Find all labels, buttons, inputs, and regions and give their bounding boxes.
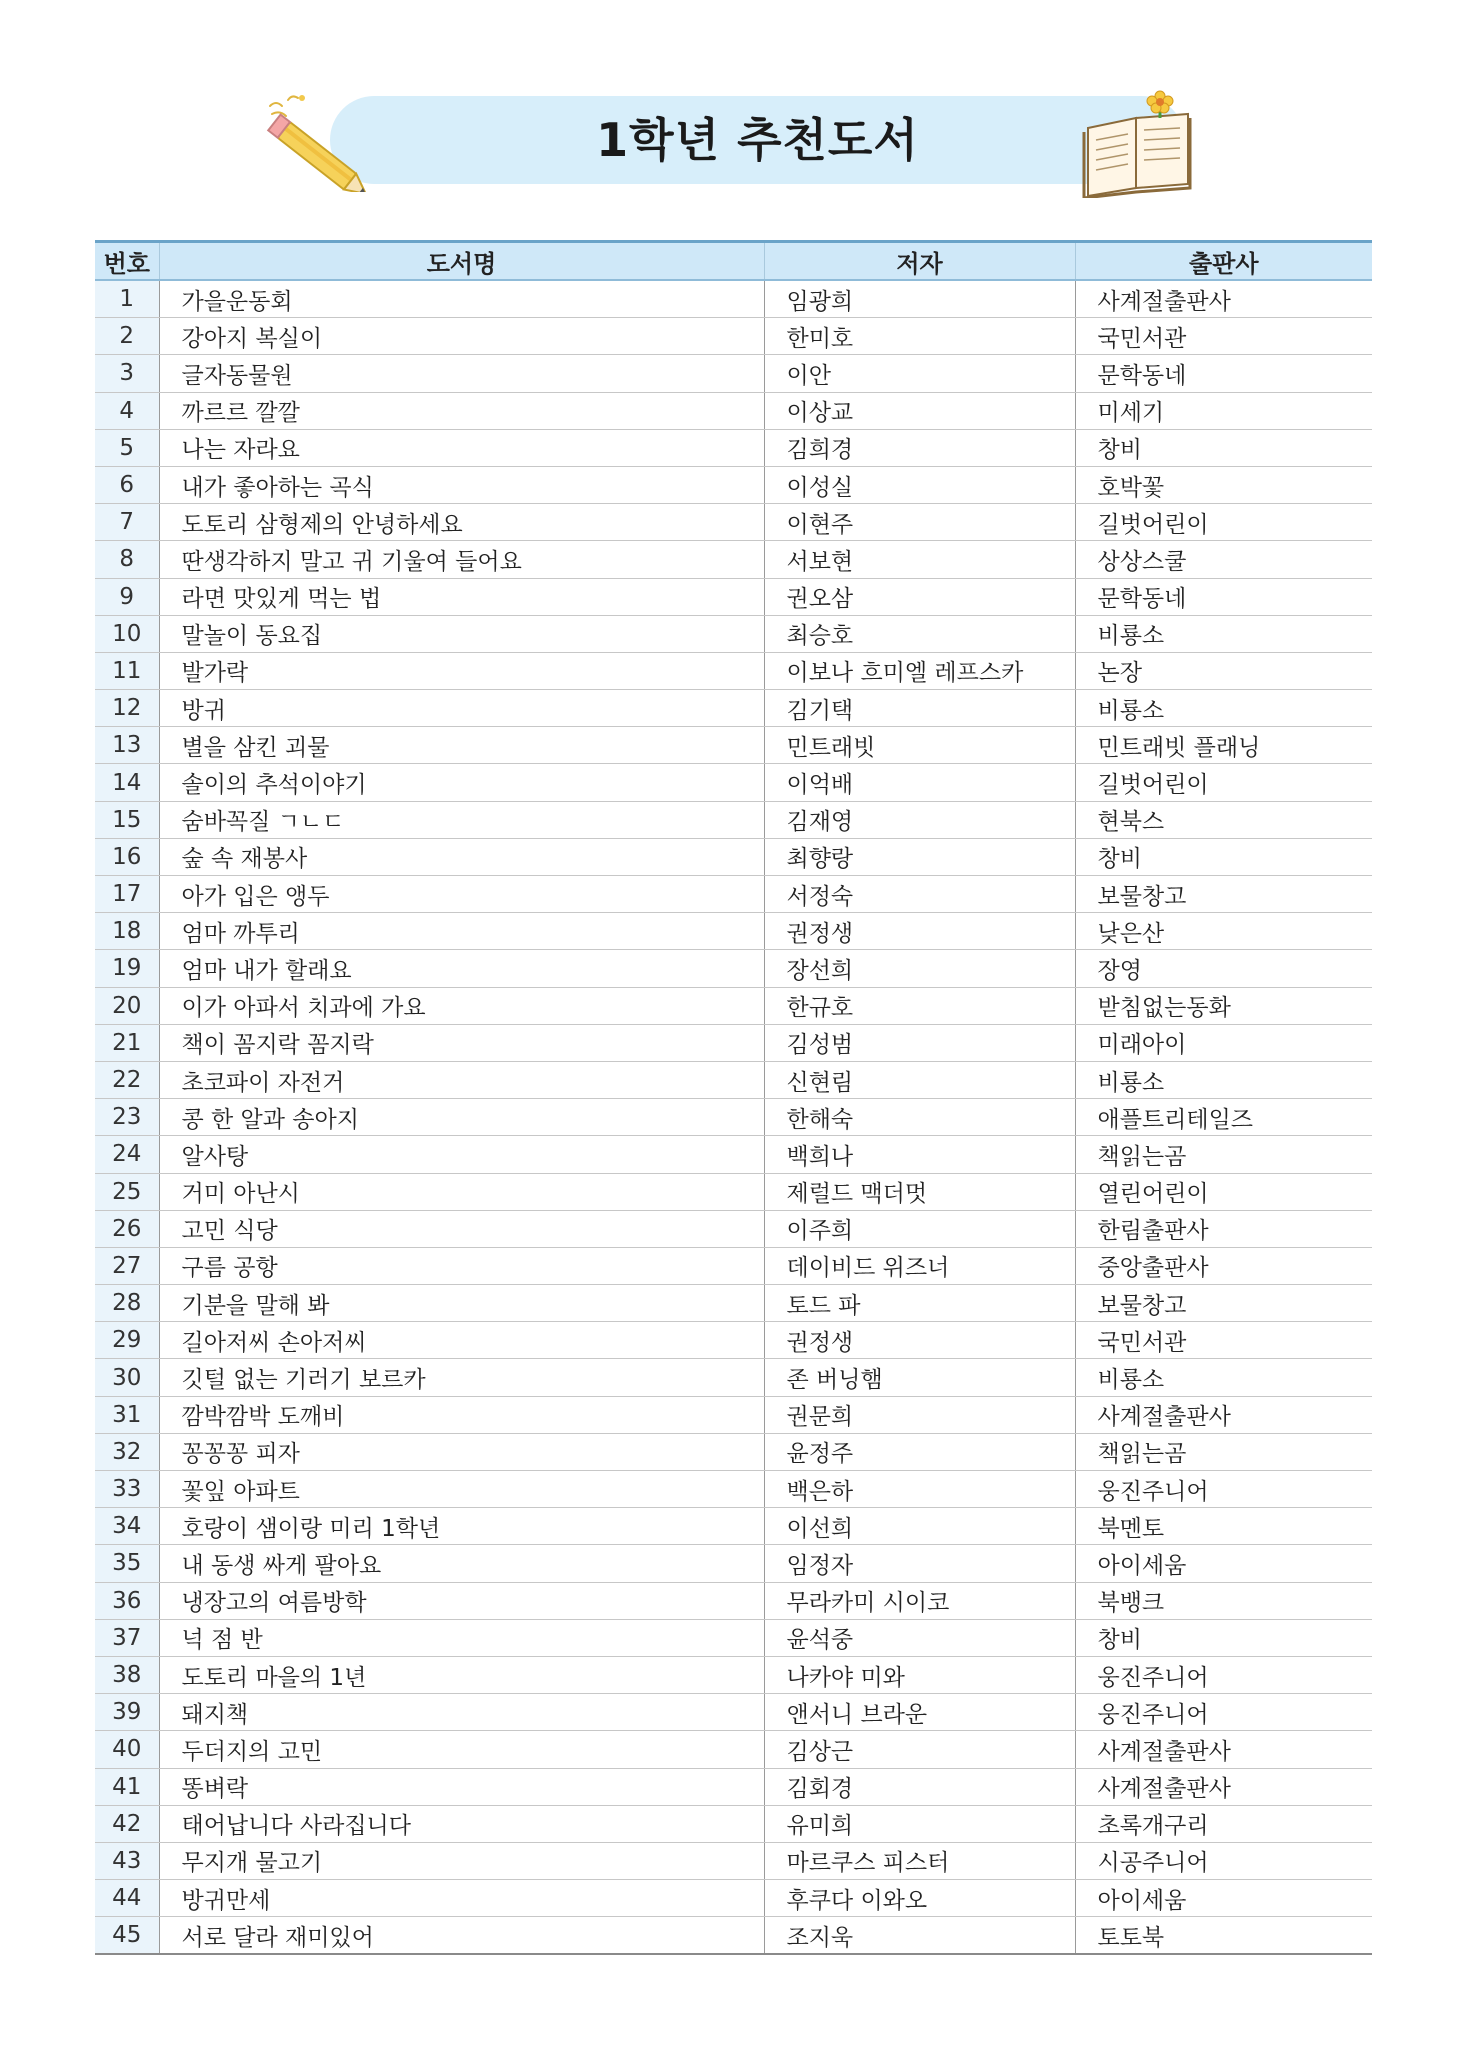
cell-publisher: 한림출판사 <box>1075 1210 1372 1247</box>
table-row <box>95 1136 1372 1173</box>
cell-number: 36 <box>95 1582 159 1619</box>
cell-number: 27 <box>95 1247 159 1284</box>
cell-publisher: 웅진주니어 <box>1075 1471 1372 1508</box>
cell-number: 1 <box>95 280 159 318</box>
table-row <box>95 578 1372 615</box>
table-row <box>95 1842 1372 1879</box>
cell-publisher: 웅진주니어 <box>1075 1656 1372 1693</box>
table-row <box>95 1508 1372 1545</box>
cell-book-title: 콩 한 알과 송아지 <box>159 1099 764 1136</box>
cell-author: 존 버닝햄 <box>764 1359 1075 1396</box>
cell-author: 한미호 <box>764 318 1075 355</box>
cell-publisher: 창비 <box>1075 429 1372 466</box>
cell-book-title: 거미 아난시 <box>159 1173 764 1210</box>
cell-book-title: 나는 자라요 <box>159 429 764 466</box>
cell-author: 서정숙 <box>764 876 1075 913</box>
cell-number: 31 <box>95 1396 159 1433</box>
cell-book-title: 글자동물원 <box>159 355 764 392</box>
table-row <box>95 987 1372 1024</box>
table-row <box>95 1471 1372 1508</box>
table-row <box>95 1656 1372 1693</box>
table-row <box>95 429 1372 466</box>
cell-book-title: 깃털 없는 기러기 보르카 <box>159 1359 764 1396</box>
table-row <box>95 1433 1372 1470</box>
cell-book-title: 길아저씨 손아저씨 <box>159 1322 764 1359</box>
cell-number: 4 <box>95 392 159 429</box>
cell-number: 32 <box>95 1433 159 1470</box>
cell-number: 42 <box>95 1805 159 1842</box>
cell-number: 14 <box>95 764 159 801</box>
cell-author: 임광희 <box>764 280 1075 318</box>
cell-publisher: 현북스 <box>1075 801 1372 838</box>
cell-author: 후쿠다 이와오 <box>764 1880 1075 1917</box>
cell-author: 김성범 <box>764 1024 1075 1061</box>
cell-author: 조지욱 <box>764 1917 1075 1955</box>
cell-book-title: 구름 공항 <box>159 1247 764 1284</box>
cell-publisher: 길벗어린이 <box>1075 504 1372 541</box>
table-row <box>95 1545 1372 1582</box>
cell-book-title: 깜박깜박 도깨비 <box>159 1396 764 1433</box>
cell-book-title: 라면 맛있게 먹는 법 <box>159 578 764 615</box>
cell-author: 이성실 <box>764 466 1075 503</box>
cell-book-title: 서로 달라 재미있어 <box>159 1917 764 1955</box>
cell-book-title: 꽁꽁꽁 피자 <box>159 1433 764 1470</box>
cell-author: 윤석중 <box>764 1619 1075 1656</box>
cell-number: 21 <box>95 1024 159 1061</box>
cell-book-title: 무지개 물고기 <box>159 1842 764 1879</box>
cell-book-title: 말놀이 동요집 <box>159 615 764 652</box>
cell-publisher: 애플트리테일즈 <box>1075 1099 1372 1136</box>
cell-book-title: 엄마 내가 할래요 <box>159 950 764 987</box>
cell-publisher: 비룡소 <box>1075 1061 1372 1098</box>
cell-book-title: 숲 속 재봉사 <box>159 838 764 875</box>
cell-author: 제럴드 맥더멋 <box>764 1173 1075 1210</box>
cell-publisher: 문학동네 <box>1075 355 1372 392</box>
cell-number: 13 <box>95 727 159 764</box>
cell-author: 이상교 <box>764 392 1075 429</box>
table-row <box>95 1322 1372 1359</box>
cell-number: 38 <box>95 1656 159 1693</box>
cell-book-title: 아가 입은 앵두 <box>159 876 764 913</box>
cell-number: 25 <box>95 1173 159 1210</box>
table-row <box>95 652 1372 689</box>
cell-author: 이보나 흐미엘 레프스카 <box>764 652 1075 689</box>
cell-publisher: 길벗어린이 <box>1075 764 1372 801</box>
cell-number: 39 <box>95 1694 159 1731</box>
table-row <box>95 1285 1372 1322</box>
table-row <box>95 690 1372 727</box>
cell-book-title: 태어납니다 사라집니다 <box>159 1805 764 1842</box>
page-title: 1학년 추천도서 <box>596 113 919 167</box>
cell-number: 8 <box>95 541 159 578</box>
cell-number: 23 <box>95 1099 159 1136</box>
cell-book-title: 가을운동회 <box>159 280 764 318</box>
cell-number: 34 <box>95 1508 159 1545</box>
cell-author: 민트래빗 <box>764 727 1075 764</box>
cell-author: 데이비드 위즈너 <box>764 1247 1075 1284</box>
cell-number: 29 <box>95 1322 159 1359</box>
table-row <box>95 1582 1372 1619</box>
cell-book-title: 알사탕 <box>159 1136 764 1173</box>
cell-number: 33 <box>95 1471 159 1508</box>
cell-number: 12 <box>95 690 159 727</box>
cell-author: 임정자 <box>764 1545 1075 1582</box>
cell-number: 43 <box>95 1842 159 1879</box>
cell-author: 권오삼 <box>764 578 1075 615</box>
table-row <box>95 615 1372 652</box>
cell-author: 한해숙 <box>764 1099 1075 1136</box>
cell-author: 권문희 <box>764 1396 1075 1433</box>
cell-author: 백은하 <box>764 1471 1075 1508</box>
cell-book-title: 똥벼락 <box>159 1768 764 1805</box>
table-row <box>95 1619 1372 1656</box>
cell-author: 앤서니 브라운 <box>764 1694 1075 1731</box>
table-row <box>95 504 1372 541</box>
cell-number: 30 <box>95 1359 159 1396</box>
table-row <box>95 392 1372 429</box>
cell-book-title: 솔이의 추석이야기 <box>159 764 764 801</box>
cell-publisher: 받침없는동화 <box>1075 987 1372 1024</box>
cell-book-title: 고민 식당 <box>159 1210 764 1247</box>
cell-number: 10 <box>95 615 159 652</box>
header-author: 저자 <box>764 242 1075 281</box>
cell-book-title: 딴생각하지 말고 귀 기울여 들어요 <box>159 541 764 578</box>
table-row <box>95 1099 1372 1136</box>
cell-book-title: 냉장고의 여름방학 <box>159 1582 764 1619</box>
table-header-row <box>95 242 1372 281</box>
cell-number: 40 <box>95 1731 159 1768</box>
cell-book-title: 돼지책 <box>159 1694 764 1731</box>
cell-number: 6 <box>95 466 159 503</box>
cell-number: 19 <box>95 950 159 987</box>
cell-book-title: 호랑이 샘이랑 미리 1학년 <box>159 1508 764 1545</box>
cell-author: 백희나 <box>764 1136 1075 1173</box>
cell-author: 권정생 <box>764 1322 1075 1359</box>
header-title: 도서명 <box>159 242 764 281</box>
cell-number: 18 <box>95 913 159 950</box>
cell-book-title: 내 동생 싸게 팔아요 <box>159 1545 764 1582</box>
cell-number: 28 <box>95 1285 159 1322</box>
cell-number: 44 <box>95 1880 159 1917</box>
table-row <box>95 1061 1372 1098</box>
cell-author: 김회경 <box>764 1768 1075 1805</box>
cell-publisher: 국민서관 <box>1075 1322 1372 1359</box>
cell-author: 이선희 <box>764 1508 1075 1545</box>
cell-publisher: 미래아이 <box>1075 1024 1372 1061</box>
cell-publisher: 비룡소 <box>1075 615 1372 652</box>
cell-number: 9 <box>95 578 159 615</box>
table-row <box>95 1024 1372 1061</box>
cell-author: 유미희 <box>764 1805 1075 1842</box>
header-number: 번호 <box>95 242 159 281</box>
table-row <box>95 876 1372 913</box>
cell-publisher: 비룡소 <box>1075 690 1372 727</box>
cell-publisher: 책읽는곰 <box>1075 1136 1372 1173</box>
cell-author: 신현림 <box>764 1061 1075 1098</box>
table-row <box>95 1210 1372 1247</box>
table-row <box>95 727 1372 764</box>
cell-book-title: 도토리 마을의 1년 <box>159 1656 764 1693</box>
cell-book-title: 엄마 까투리 <box>159 913 764 950</box>
book-table <box>95 240 1372 1955</box>
cell-author: 마르쿠스 피스터 <box>764 1842 1075 1879</box>
cell-publisher: 사계절출판사 <box>1075 1396 1372 1433</box>
cell-author: 나카야 미와 <box>764 1656 1075 1693</box>
cell-author: 이주희 <box>764 1210 1075 1247</box>
header-publisher: 출판사 <box>1075 242 1372 281</box>
cell-publisher: 중앙출판사 <box>1075 1247 1372 1284</box>
cell-publisher: 아이세움 <box>1075 1880 1372 1917</box>
cell-number: 22 <box>95 1061 159 1098</box>
cell-number: 26 <box>95 1210 159 1247</box>
cell-publisher: 문학동네 <box>1075 578 1372 615</box>
cell-number: 3 <box>95 355 159 392</box>
cell-author: 이억배 <box>764 764 1075 801</box>
table-row <box>95 950 1372 987</box>
cell-number: 41 <box>95 1768 159 1805</box>
cell-number: 16 <box>95 838 159 875</box>
cell-book-title: 내가 좋아하는 곡식 <box>159 466 764 503</box>
cell-publisher: 국민서관 <box>1075 318 1372 355</box>
cell-publisher: 창비 <box>1075 838 1372 875</box>
cell-publisher: 사계절출판사 <box>1075 1768 1372 1805</box>
cell-number: 20 <box>95 987 159 1024</box>
cell-publisher: 미세기 <box>1075 392 1372 429</box>
table-row <box>95 1880 1372 1917</box>
table-row <box>95 1805 1372 1842</box>
cell-book-title: 별을 삼킨 괴물 <box>159 727 764 764</box>
cell-book-title: 숨바꼭질 ㄱㄴㄷ <box>159 801 764 838</box>
table-row <box>95 1173 1372 1210</box>
table-row <box>95 541 1372 578</box>
cell-book-title: 발가락 <box>159 652 764 689</box>
table-row <box>95 1917 1372 1955</box>
cell-number: 17 <box>95 876 159 913</box>
cell-publisher: 논장 <box>1075 652 1372 689</box>
cell-publisher: 토토북 <box>1075 1917 1372 1955</box>
table-row <box>95 764 1372 801</box>
table-row <box>95 1731 1372 1768</box>
cell-author: 이안 <box>764 355 1075 392</box>
table-row <box>95 318 1372 355</box>
cell-number: 5 <box>95 429 159 466</box>
table-row <box>95 838 1372 875</box>
cell-publisher: 낮은산 <box>1075 913 1372 950</box>
cell-author: 장선희 <box>764 950 1075 987</box>
cell-publisher: 장영 <box>1075 950 1372 987</box>
table-row <box>95 1768 1372 1805</box>
cell-number: 35 <box>95 1545 159 1582</box>
cell-author: 권정생 <box>764 913 1075 950</box>
cell-publisher: 북멘토 <box>1075 1508 1372 1545</box>
cell-author: 무라카미 시이코 <box>764 1582 1075 1619</box>
cell-number: 2 <box>95 318 159 355</box>
table-row <box>95 280 1372 318</box>
cell-book-title: 기분을 말해 봐 <box>159 1285 764 1322</box>
cell-publisher: 아이세움 <box>1075 1545 1372 1582</box>
table-row <box>95 466 1372 503</box>
cell-publisher: 비룡소 <box>1075 1359 1372 1396</box>
cell-author: 한규호 <box>764 987 1075 1024</box>
cell-publisher: 책읽는곰 <box>1075 1433 1372 1470</box>
table-row <box>95 1247 1372 1284</box>
cell-number: 15 <box>95 801 159 838</box>
table-row <box>95 801 1372 838</box>
cell-publisher: 사계절출판사 <box>1075 1731 1372 1768</box>
cell-publisher: 초록개구리 <box>1075 1805 1372 1842</box>
cell-book-title: 방귀 <box>159 690 764 727</box>
table-body <box>95 280 1372 1954</box>
cell-author: 토드 파 <box>764 1285 1075 1322</box>
cell-author: 최승호 <box>764 615 1075 652</box>
cell-book-title: 넉 점 반 <box>159 1619 764 1656</box>
cell-publisher: 북뱅크 <box>1075 1582 1372 1619</box>
cell-publisher: 보물창고 <box>1075 1285 1372 1322</box>
table-row <box>95 913 1372 950</box>
cell-book-title: 도토리 삼형제의 안녕하세요 <box>159 504 764 541</box>
cell-publisher: 사계절출판사 <box>1075 280 1372 318</box>
table-row <box>95 1694 1372 1731</box>
cell-publisher: 민트래빗 플래닝 <box>1075 727 1372 764</box>
cell-publisher: 호박꽃 <box>1075 466 1372 503</box>
cell-number: 24 <box>95 1136 159 1173</box>
cell-author: 이현주 <box>764 504 1075 541</box>
cell-number: 11 <box>95 652 159 689</box>
cell-book-title: 방귀만세 <box>159 1880 764 1917</box>
cell-author: 김재영 <box>764 801 1075 838</box>
cell-publisher: 시공주니어 <box>1075 1842 1372 1879</box>
cell-author: 김기택 <box>764 690 1075 727</box>
cell-author: 김상근 <box>764 1731 1075 1768</box>
cell-book-title: 까르르 깔깔 <box>159 392 764 429</box>
cell-publisher: 웅진주니어 <box>1075 1694 1372 1731</box>
cell-book-title: 강아지 복실이 <box>159 318 764 355</box>
cell-publisher: 보물창고 <box>1075 876 1372 913</box>
cell-author: 김희경 <box>764 429 1075 466</box>
cell-number: 45 <box>95 1917 159 1955</box>
table-row <box>95 1396 1372 1433</box>
cell-book-title: 두더지의 고민 <box>159 1731 764 1768</box>
cell-book-title: 책이 꼼지락 꼼지락 <box>159 1024 764 1061</box>
cell-publisher: 상상스쿨 <box>1075 541 1372 578</box>
cell-book-title: 이가 아파서 치과에 가요 <box>159 987 764 1024</box>
cell-number: 37 <box>95 1619 159 1656</box>
cell-author: 최향랑 <box>764 838 1075 875</box>
cell-publisher: 창비 <box>1075 1619 1372 1656</box>
cell-number: 7 <box>95 504 159 541</box>
cell-book-title: 꽃잎 아파트 <box>159 1471 764 1508</box>
cell-author: 서보현 <box>764 541 1075 578</box>
cell-book-title: 초코파이 자전거 <box>159 1061 764 1098</box>
table-row <box>95 355 1372 392</box>
cell-author: 윤정주 <box>764 1433 1075 1470</box>
table-row <box>95 1359 1372 1396</box>
cell-publisher: 열린어린이 <box>1075 1173 1372 1210</box>
